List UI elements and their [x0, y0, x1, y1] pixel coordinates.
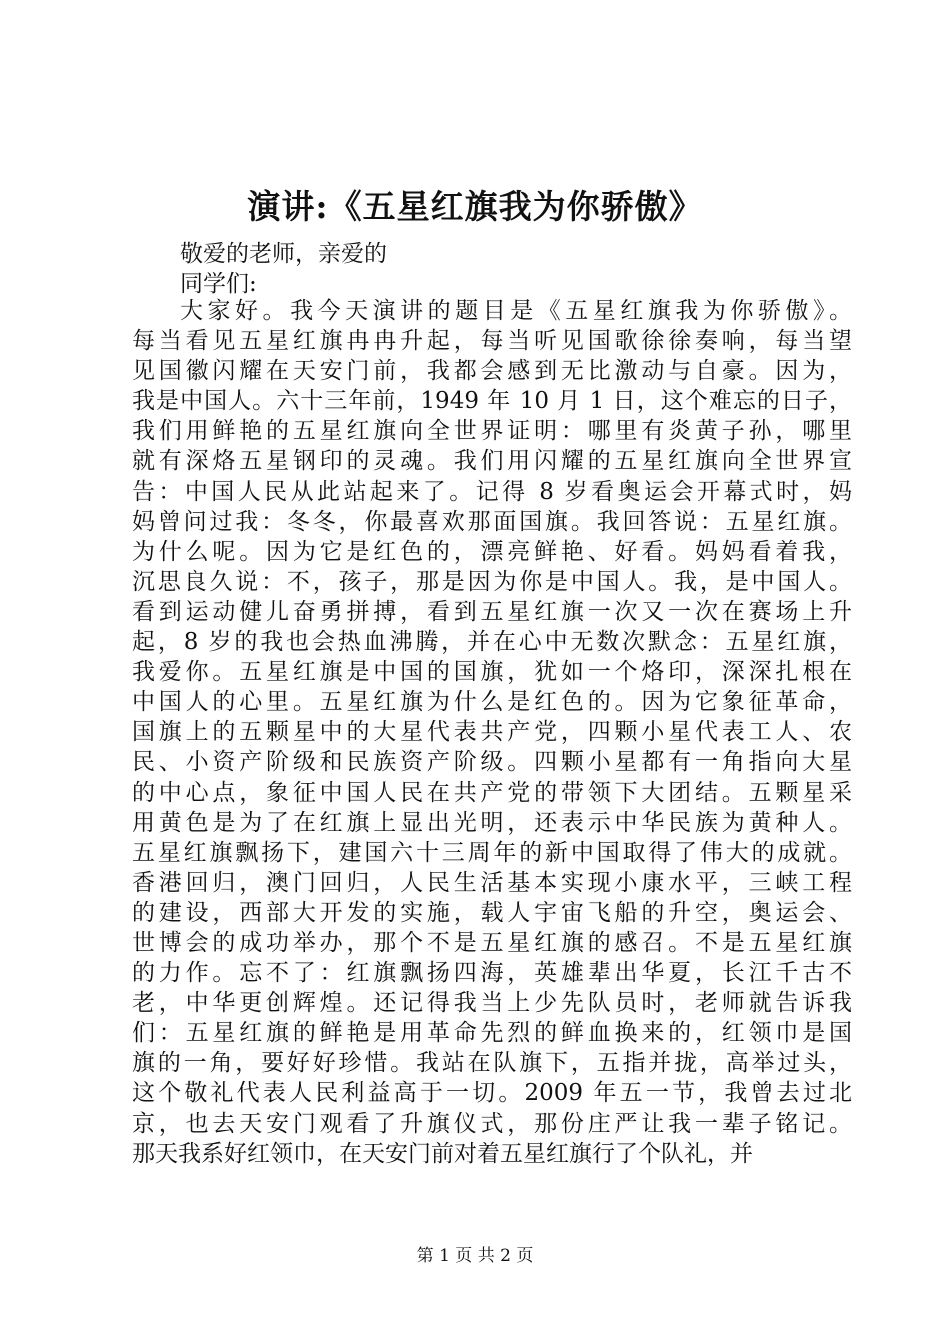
- body-line: 们：五星红旗的鲜艳是用革命先烈的鲜血换来的，红领巾是国: [132, 1020, 852, 1047]
- body-line: 五星红旗飘扬下，建国六十三周年的新中国取得了伟大的成就。: [132, 839, 852, 866]
- body-line: 见国徽闪耀在天安门前，我都会感到无比激动与自豪。因为，: [132, 358, 852, 385]
- body-line: 大家好。我今天演讲的题目是《五星红旗我为你骄傲》。: [180, 298, 852, 324]
- document-title: 演讲:《五星红旗我为你骄傲》: [247, 187, 703, 226]
- body-line: 妈曾问过我：冬冬，你最喜欢那面国旗。我回答说：五星红旗。: [132, 508, 852, 535]
- body-line: 看到运动健儿奋勇拼搏，看到五星红旗一次又一次在赛场上升: [132, 598, 852, 625]
- body-line: 我爱你。五星红旗是中国的国旗，犹如一个烙印，深深扎根在: [132, 659, 852, 686]
- salutation-line-1: 敬爱的老师，亲爱的: [180, 241, 387, 267]
- body-line: 香港回归，澳门回归，人民生活基本实现小康水平，三峡工程: [132, 869, 852, 896]
- body-line: 就有深烙五星钢印的灵魂。我们用闪耀的五星红旗向全世界宣: [132, 448, 852, 475]
- speech-body: [132, 296, 852, 1169]
- body-line: 的建设，西部大开发的实施，载人宇宙飞船的升空，奥运会、: [132, 899, 852, 926]
- body-line: 为什么呢。因为它是红色的，漂亮鲜艳、好看。妈妈看着我，: [132, 538, 852, 565]
- body-line: 告：中国人民从此站起来了。记得 8 岁看奥运会开幕式时，妈: [132, 478, 852, 505]
- body-line: 中国人的心里。五星红旗为什么是红色的。因为它象征革命，: [132, 689, 852, 716]
- body-line: 起，8 岁的我也会热血沸腾，并在心中无数次默念：五星红旗，: [132, 629, 852, 656]
- body-line: 旗的一角，要好好珍惜。我站在队旗下，五指并拢，高举过头，: [132, 1050, 852, 1077]
- body-line: 老，中华更创辉煌。还记得我当上少先队员时，老师就告诉我: [132, 990, 852, 1017]
- body-line: 的中心点，象征中国人民在共产党的带领下大团结。五颗星采: [132, 779, 852, 806]
- body-line: 的力作。忘不了：红旗飘扬四海，英雄辈出华夏，长江千古不: [132, 960, 852, 987]
- page-number-footer: 第 1 页 共 2 页: [416, 1246, 534, 1266]
- body-line: 沉思良久说：不，孩子，那是因为你是中国人。我，是中国人。: [132, 568, 852, 595]
- body-line: 用黄色是为了在红旗上显出光明，还表示中华民族为黄种人。: [132, 809, 852, 836]
- body-line: 国旗上的五颗星中的大星代表共产党，四颗小星代表工人、农: [132, 719, 852, 746]
- body-line: 我们用鲜艳的五星红旗向全世界证明：哪里有炎黄子孙，哪里: [132, 418, 852, 445]
- body-line: 京，也去天安门观看了升旗仪式，那份庄严让我一辈子铭记。: [132, 1110, 852, 1137]
- body-line: 世博会的成功举办，那个不是五星红旗的感召。不是五星红旗: [132, 929, 852, 956]
- body-line: 民、小资产阶级和民族资产阶级。四颗小星都有一角指向大星: [132, 749, 852, 776]
- body-line: 我是中国人。六十三年前，1949 年 10 月 1 日，这个难忘的日子，: [132, 388, 852, 415]
- salutation-line-2: 同学们:: [180, 271, 257, 297]
- body-line: 这个敬礼代表人民利益高于一切。2009 年五一节，我曾去过北: [132, 1080, 852, 1107]
- body-line: 那天我系好红领巾，在天安门前对着五星红旗行了个队礼，并: [132, 1140, 753, 1167]
- body-line: 每当看见五星红旗冉冉升起，每当听见国歌徐徐奏响，每当望: [132, 328, 852, 355]
